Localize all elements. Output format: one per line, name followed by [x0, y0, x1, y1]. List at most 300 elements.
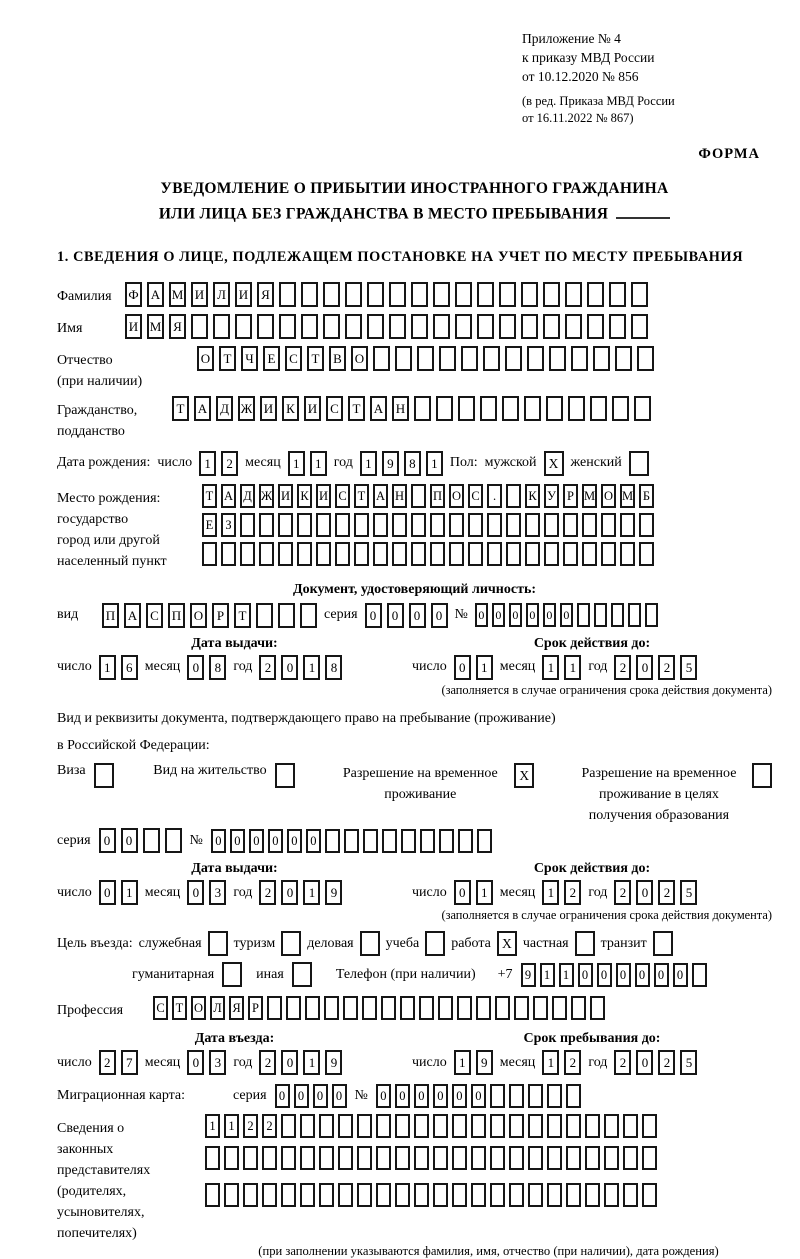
char-box[interactable]: 0 [673, 963, 688, 987]
char-box[interactable]: 8 [404, 451, 421, 476]
char-box[interactable] [257, 314, 274, 339]
char-box[interactable] [487, 542, 502, 566]
char-box[interactable]: 0 [365, 603, 382, 628]
doc-issue-year[interactable] [259, 655, 342, 680]
char-box[interactable]: Ж [238, 396, 255, 421]
char-box[interactable]: 2 [221, 451, 238, 476]
char-box[interactable] [259, 513, 274, 537]
purpose-humanitarian-checkbox[interactable] [222, 962, 242, 987]
char-box[interactable]: 0 [99, 828, 116, 853]
char-box[interactable]: 0 [281, 655, 298, 680]
char-box[interactable]: Д [216, 396, 233, 421]
char-box[interactable] [191, 314, 208, 339]
char-box[interactable]: 0 [395, 1084, 410, 1108]
char-box[interactable] [243, 1183, 258, 1207]
char-box[interactable] [639, 513, 654, 537]
char-box[interactable]: Т [202, 484, 217, 508]
doc-series-field[interactable] [365, 603, 448, 628]
migration-series-field[interactable] [275, 1084, 347, 1108]
char-box[interactable]: 0 [543, 603, 556, 627]
char-box[interactable] [411, 314, 428, 339]
char-box[interactable]: П [102, 603, 119, 628]
char-box[interactable] [477, 282, 494, 307]
char-box[interactable] [354, 513, 369, 537]
char-box[interactable]: О [191, 996, 206, 1020]
char-box[interactable]: 0 [275, 1084, 290, 1108]
char-box[interactable] [582, 513, 597, 537]
residence-issue-month[interactable] [187, 880, 226, 905]
char-box[interactable] [345, 314, 362, 339]
char-box[interactable] [362, 996, 377, 1020]
char-box[interactable] [490, 1114, 505, 1138]
char-box[interactable]: И [260, 396, 277, 421]
char-box[interactable]: С [468, 484, 483, 508]
char-box[interactable]: 2 [262, 1114, 277, 1138]
char-box[interactable] [604, 1146, 619, 1170]
char-box[interactable] [389, 314, 406, 339]
char-box[interactable] [224, 1146, 239, 1170]
char-box[interactable] [645, 603, 658, 627]
char-box[interactable] [279, 314, 296, 339]
char-box[interactable] [395, 1183, 410, 1207]
char-box[interactable] [256, 603, 273, 628]
char-box[interactable]: Т [219, 346, 236, 371]
char-box[interactable]: 0 [616, 963, 631, 987]
edu-permit-checkbox[interactable] [752, 763, 772, 788]
char-box[interactable] [528, 1114, 543, 1138]
char-box[interactable]: 0 [433, 1084, 448, 1108]
char-box[interactable]: Т [172, 996, 187, 1020]
char-box[interactable] [509, 1084, 524, 1108]
char-box[interactable]: 5 [680, 880, 697, 905]
char-box[interactable] [565, 282, 582, 307]
char-box[interactable] [457, 996, 472, 1020]
residence-series-field[interactable] [99, 828, 182, 853]
char-box[interactable]: 0 [578, 963, 593, 987]
char-box[interactable]: 0 [187, 1050, 204, 1075]
char-box[interactable]: С [326, 396, 343, 421]
char-box[interactable] [509, 1114, 524, 1138]
char-box[interactable] [506, 484, 521, 508]
char-box[interactable]: 1 [426, 451, 443, 476]
residence-expiry-month[interactable] [542, 880, 581, 905]
char-box[interactable] [400, 996, 415, 1020]
residence-number-field[interactable] [211, 829, 492, 853]
char-box[interactable]: 2 [658, 880, 675, 905]
char-box[interactable]: А [370, 396, 387, 421]
char-box[interactable] [324, 996, 339, 1020]
char-box[interactable]: 1 [542, 1050, 559, 1075]
char-box[interactable]: 8 [325, 655, 342, 680]
char-box[interactable] [439, 346, 456, 371]
char-box[interactable]: 0 [387, 603, 404, 628]
char-box[interactable] [235, 314, 252, 339]
char-box[interactable] [528, 1084, 543, 1108]
char-box[interactable] [547, 1114, 562, 1138]
char-box[interactable] [449, 542, 464, 566]
stay-month[interactable] [542, 1050, 581, 1075]
char-box[interactable]: . [487, 484, 502, 508]
char-box[interactable]: 1 [542, 655, 559, 680]
char-box[interactable] [300, 1183, 315, 1207]
char-box[interactable]: 1 [454, 1050, 471, 1075]
char-box[interactable] [483, 346, 500, 371]
char-box[interactable] [414, 396, 431, 421]
char-box[interactable]: 0 [211, 829, 226, 853]
char-box[interactable]: Ж [259, 484, 274, 508]
char-box[interactable]: 0 [99, 880, 116, 905]
char-box[interactable] [433, 1114, 448, 1138]
char-box[interactable] [590, 396, 607, 421]
birth-month-field[interactable] [288, 451, 327, 476]
char-box[interactable] [202, 542, 217, 566]
char-box[interactable] [506, 513, 521, 537]
char-box[interactable]: Л [213, 282, 230, 307]
char-box[interactable] [357, 1146, 372, 1170]
char-box[interactable] [566, 1146, 581, 1170]
char-box[interactable] [490, 1183, 505, 1207]
char-box[interactable] [549, 346, 566, 371]
char-box[interactable] [319, 1183, 334, 1207]
char-box[interactable]: 1 [360, 451, 377, 476]
purpose-transit-checkbox[interactable] [653, 931, 673, 956]
char-box[interactable]: Т [234, 603, 251, 628]
char-box[interactable] [301, 282, 318, 307]
char-box[interactable]: 2 [614, 880, 631, 905]
char-box[interactable] [585, 1146, 600, 1170]
char-box[interactable] [547, 1183, 562, 1207]
char-box[interactable]: 2 [564, 880, 581, 905]
entry-day[interactable] [99, 1050, 138, 1075]
char-box[interactable]: 0 [475, 603, 488, 627]
char-box[interactable] [628, 603, 641, 627]
char-box[interactable] [609, 314, 626, 339]
phone-field[interactable] [521, 963, 707, 987]
char-box[interactable]: 0 [294, 1084, 309, 1108]
char-box[interactable] [585, 1183, 600, 1207]
char-box[interactable] [297, 542, 312, 566]
char-box[interactable] [563, 513, 578, 537]
char-box[interactable] [547, 1084, 562, 1108]
char-box[interactable] [376, 1114, 391, 1138]
char-box[interactable]: 0 [526, 603, 539, 627]
char-box[interactable] [571, 346, 588, 371]
char-box[interactable]: Н [392, 396, 409, 421]
entry-year[interactable] [259, 1050, 342, 1075]
char-box[interactable] [565, 314, 582, 339]
char-box[interactable] [420, 829, 435, 853]
char-box[interactable] [392, 542, 407, 566]
purpose-official-checkbox[interactable] [208, 931, 228, 956]
char-box[interactable]: 9 [521, 963, 536, 987]
residence-issue-year[interactable] [259, 880, 342, 905]
birth-place-row-2[interactable] [202, 513, 654, 537]
char-box[interactable] [521, 282, 538, 307]
char-box[interactable]: А [124, 603, 141, 628]
char-box[interactable] [278, 513, 293, 537]
char-box[interactable] [335, 513, 350, 537]
char-box[interactable] [319, 1146, 334, 1170]
char-box[interactable]: Д [240, 484, 255, 508]
char-box[interactable] [373, 346, 390, 371]
char-box[interactable] [373, 513, 388, 537]
char-box[interactable]: 1 [288, 451, 305, 476]
char-box[interactable]: О [190, 603, 207, 628]
char-box[interactable]: У [544, 484, 559, 508]
char-box[interactable]: 2 [658, 1050, 675, 1075]
char-box[interactable]: К [525, 484, 540, 508]
char-box[interactable] [381, 996, 396, 1020]
char-box[interactable]: П [430, 484, 445, 508]
char-box[interactable] [205, 1146, 220, 1170]
char-box[interactable] [279, 282, 296, 307]
char-box[interactable] [205, 1183, 220, 1207]
char-box[interactable]: 0 [452, 1084, 467, 1108]
char-box[interactable]: 2 [614, 655, 631, 680]
char-box[interactable]: Е [202, 513, 217, 537]
char-box[interactable] [615, 346, 632, 371]
char-box[interactable] [623, 1114, 638, 1138]
char-box[interactable] [593, 346, 610, 371]
char-box[interactable] [468, 513, 483, 537]
char-box[interactable] [357, 1183, 372, 1207]
char-box[interactable] [521, 314, 538, 339]
char-box[interactable] [490, 1146, 505, 1170]
char-box[interactable]: 9 [382, 451, 399, 476]
char-box[interactable] [343, 996, 358, 1020]
char-box[interactable] [461, 346, 478, 371]
char-box[interactable]: 0 [471, 1084, 486, 1108]
char-box[interactable] [566, 1084, 581, 1108]
char-box[interactable]: А [373, 484, 388, 508]
char-box[interactable]: Я [169, 314, 186, 339]
residence-expiry-year[interactable] [614, 880, 697, 905]
char-box[interactable] [259, 542, 274, 566]
char-box[interactable] [338, 1183, 353, 1207]
sex-female-checkbox[interactable] [629, 451, 649, 476]
char-box[interactable] [297, 513, 312, 537]
char-box[interactable] [323, 314, 340, 339]
doc-expiry-year[interactable] [614, 655, 697, 680]
char-box[interactable] [509, 1146, 524, 1170]
patronymic-field[interactable] [197, 346, 654, 371]
char-box[interactable]: 1 [303, 1050, 320, 1075]
char-box[interactable] [471, 1183, 486, 1207]
char-box[interactable]: А [147, 282, 164, 307]
purpose-private-checkbox[interactable] [575, 931, 595, 956]
char-box[interactable] [267, 996, 282, 1020]
char-box[interactable] [262, 1183, 277, 1207]
char-box[interactable] [430, 513, 445, 537]
char-box[interactable]: Т [354, 484, 369, 508]
char-box[interactable]: О [351, 346, 368, 371]
char-box[interactable]: Е [263, 346, 280, 371]
char-box[interactable] [544, 542, 559, 566]
char-box[interactable]: Л [210, 996, 225, 1020]
char-box[interactable]: 1 [559, 963, 574, 987]
char-box[interactable] [414, 1146, 429, 1170]
char-box[interactable]: 9 [325, 880, 342, 905]
char-box[interactable] [414, 1183, 429, 1207]
char-box[interactable]: М [169, 282, 186, 307]
char-box[interactable] [590, 996, 605, 1020]
char-box[interactable]: 9 [325, 1050, 342, 1075]
char-box[interactable]: 0 [281, 880, 298, 905]
char-box[interactable] [411, 484, 426, 508]
char-box[interactable]: И [316, 484, 331, 508]
char-box[interactable] [587, 314, 604, 339]
char-box[interactable] [620, 513, 635, 537]
char-box[interactable] [594, 603, 607, 627]
char-box[interactable] [601, 513, 616, 537]
char-box[interactable] [436, 396, 453, 421]
char-box[interactable] [505, 346, 522, 371]
char-box[interactable]: П [168, 603, 185, 628]
char-box[interactable]: Б [639, 484, 654, 508]
char-box[interactable] [357, 1114, 372, 1138]
char-box[interactable]: 0 [454, 655, 471, 680]
char-box[interactable] [525, 513, 540, 537]
char-box[interactable] [286, 996, 301, 1020]
char-box[interactable]: К [297, 484, 312, 508]
char-box[interactable]: 0 [249, 829, 264, 853]
char-box[interactable]: 1 [476, 880, 493, 905]
char-box[interactable]: Т [348, 396, 365, 421]
given-name-field[interactable] [125, 314, 648, 339]
char-box[interactable] [544, 513, 559, 537]
doc-expiry-month[interactable] [542, 655, 581, 680]
char-box[interactable] [604, 1183, 619, 1207]
char-box[interactable] [527, 346, 544, 371]
char-box[interactable]: 0 [636, 655, 653, 680]
char-box[interactable]: Ф [125, 282, 142, 307]
char-box[interactable] [395, 346, 412, 371]
char-box[interactable]: С [285, 346, 302, 371]
char-box[interactable] [524, 396, 541, 421]
char-box[interactable] [514, 996, 529, 1020]
char-box[interactable]: 1 [542, 880, 559, 905]
char-box[interactable] [525, 542, 540, 566]
char-box[interactable]: 1 [564, 655, 581, 680]
char-box[interactable] [642, 1146, 657, 1170]
char-box[interactable] [480, 396, 497, 421]
char-box[interactable] [577, 603, 590, 627]
char-box[interactable]: 1 [310, 451, 327, 476]
char-box[interactable] [338, 1114, 353, 1138]
char-box[interactable]: 2 [658, 655, 675, 680]
surname-field[interactable] [125, 282, 648, 307]
char-box[interactable] [571, 996, 586, 1020]
char-box[interactable] [262, 1146, 277, 1170]
char-box[interactable]: 0 [492, 603, 505, 627]
purpose-work-checkbox[interactable]: X [497, 931, 517, 956]
char-box[interactable]: 0 [332, 1084, 347, 1108]
char-box[interactable] [438, 996, 453, 1020]
char-box[interactable] [419, 996, 434, 1020]
char-box[interactable]: И [304, 396, 321, 421]
char-box[interactable] [631, 314, 648, 339]
migration-number-field[interactable] [376, 1084, 581, 1108]
char-box[interactable] [323, 282, 340, 307]
char-box[interactable] [316, 513, 331, 537]
char-box[interactable]: 1 [303, 880, 320, 905]
char-box[interactable] [363, 829, 378, 853]
char-box[interactable] [221, 542, 236, 566]
char-box[interactable] [458, 396, 475, 421]
char-box[interactable] [642, 1114, 657, 1138]
char-box[interactable] [411, 513, 426, 537]
birth-place-row-1[interactable] [202, 484, 654, 508]
char-box[interactable] [623, 1146, 638, 1170]
char-box[interactable] [477, 314, 494, 339]
char-box[interactable]: Я [257, 282, 274, 307]
purpose-study-checkbox[interactable] [425, 931, 445, 956]
char-box[interactable] [637, 346, 654, 371]
char-box[interactable] [533, 996, 548, 1020]
char-box[interactable]: 7 [121, 1050, 138, 1075]
char-box[interactable] [458, 829, 473, 853]
char-box[interactable] [224, 1183, 239, 1207]
representatives-row-1[interactable] [205, 1114, 657, 1138]
char-box[interactable] [452, 1114, 467, 1138]
char-box[interactable] [449, 513, 464, 537]
birth-place-row-3[interactable] [202, 542, 654, 566]
char-box[interactable] [509, 1183, 524, 1207]
char-box[interactable] [568, 396, 585, 421]
citizenship-field[interactable] [172, 396, 651, 421]
doc-issue-day[interactable] [99, 655, 138, 680]
char-box[interactable]: 2 [259, 655, 276, 680]
char-box[interactable] [433, 1146, 448, 1170]
char-box[interactable]: Р [563, 484, 578, 508]
char-box[interactable] [476, 996, 491, 1020]
char-box[interactable]: О [449, 484, 464, 508]
char-box[interactable] [528, 1183, 543, 1207]
char-box[interactable] [281, 1183, 296, 1207]
char-box[interactable] [300, 1146, 315, 1170]
char-box[interactable] [335, 542, 350, 566]
char-box[interactable]: Т [172, 396, 189, 421]
char-box[interactable] [401, 829, 416, 853]
char-box[interactable]: 1 [121, 880, 138, 905]
char-box[interactable]: 0 [636, 880, 653, 905]
char-box[interactable]: Т [307, 346, 324, 371]
char-box[interactable]: 0 [187, 880, 204, 905]
char-box[interactable] [433, 282, 450, 307]
char-box[interactable] [582, 542, 597, 566]
char-box[interactable]: 5 [680, 655, 697, 680]
char-box[interactable] [587, 282, 604, 307]
char-box[interactable] [543, 314, 560, 339]
char-box[interactable] [495, 996, 510, 1020]
birth-year-field[interactable] [360, 451, 443, 476]
char-box[interactable] [344, 829, 359, 853]
char-box[interactable]: Н [392, 484, 407, 508]
char-box[interactable] [487, 513, 502, 537]
char-box[interactable] [143, 828, 160, 853]
char-box[interactable] [601, 542, 616, 566]
visa-checkbox[interactable] [94, 763, 114, 788]
char-box[interactable] [452, 1183, 467, 1207]
char-box[interactable] [455, 282, 472, 307]
representatives-row-3[interactable] [205, 1183, 657, 1207]
char-box[interactable]: 0 [187, 655, 204, 680]
char-box[interactable]: 0 [313, 1084, 328, 1108]
char-box[interactable]: 1 [199, 451, 216, 476]
char-box[interactable] [502, 396, 519, 421]
char-box[interactable]: 2 [99, 1050, 116, 1075]
char-box[interactable]: 0 [431, 603, 448, 628]
